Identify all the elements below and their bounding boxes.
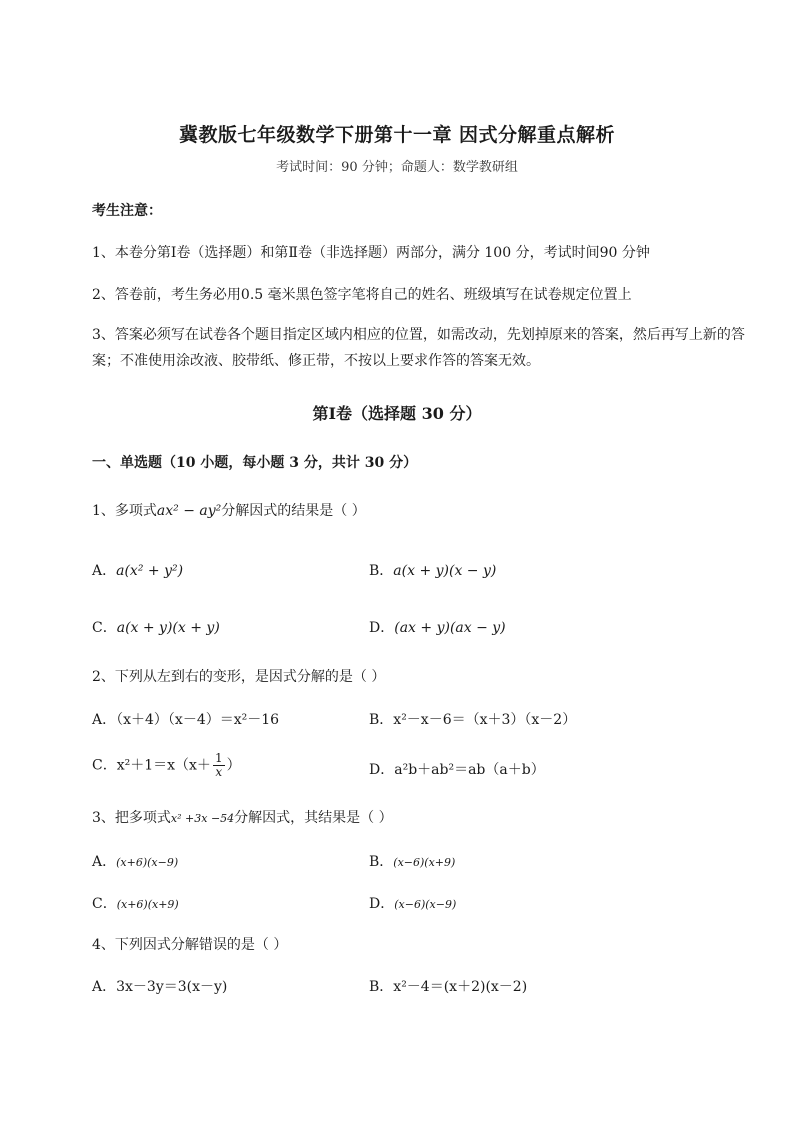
option-label: D．	[369, 896, 395, 912]
notice-item-3: 3、答案必须写在试卷各个题目指定区域内相应的位置，如需改动，先划掉原来的答案，然后再写上新的答案；不准使用涂改液、胶带纸、修正带，不按以上要求作答的答案无效。	[92, 327, 745, 369]
fraction-numerator: 1	[214, 751, 223, 765]
option-label: A．	[92, 563, 117, 579]
section-title: 第Ⅰ卷（选择题 30 分）	[312, 404, 482, 423]
option-text: a(x + y)(x − y)	[393, 563, 497, 579]
q4-option-b[interactable]	[369, 976, 527, 996]
q2-option-c[interactable]	[92, 752, 241, 779]
option-text-end: ）	[226, 757, 241, 774]
option-label: B．	[369, 854, 394, 870]
q4-option-a[interactable]	[92, 976, 227, 996]
option-text: (x+6)(x−9)	[116, 856, 179, 869]
notice-item-2: 2、答卷前，考生务必用0.5 毫米黑色签字笔将自己的姓名、班级填写在试卷规定位置上	[92, 287, 632, 303]
q3-option-b[interactable]	[369, 851, 455, 871]
q3-expression: x² +3x −54	[170, 812, 235, 825]
notice-heading: 考生注意：	[92, 203, 162, 219]
option-text: 3x－3y＝3(x－y)	[116, 979, 228, 995]
q2-option-d[interactable]	[369, 759, 545, 779]
option-label: C．	[92, 896, 117, 912]
option-text: (x+6)(x+9)	[116, 898, 179, 911]
option-text: (ax + y)(ax − y)	[394, 620, 506, 636]
option-label: D．	[369, 762, 395, 778]
option-text: a²b＋ab²＝ab（a＋b）	[394, 762, 545, 778]
option-text: （x＋4）（x－4）＝x²－16	[116, 712, 280, 728]
fraction	[213, 752, 225, 779]
option-text: (x−6)(x+9)	[393, 856, 456, 869]
q1-prefix: 1、多项式	[92, 503, 157, 519]
q2-option-b[interactable]	[369, 709, 576, 729]
question-4-stem: 4、下列因式分解错误的是（ ）	[92, 937, 288, 953]
option-label: C．	[92, 620, 117, 636]
option-label: A．	[92, 854, 117, 870]
fraction-denominator: x	[215, 765, 223, 779]
option-text: x²－4＝(x＋2)(x－2)	[393, 979, 528, 995]
option-text: x²－x－6＝（x＋3）（x－2）	[393, 712, 577, 728]
option-label: B．	[369, 979, 394, 995]
notice-item-1: 1、本卷分第Ⅰ卷（选择题）和第Ⅱ卷（非选择题）两部分，满分 100 分，考试时间90 分钟	[92, 245, 650, 261]
q1-expression: ax² − ay²	[156, 503, 222, 519]
q1-option-d[interactable]	[369, 617, 506, 637]
exam-info: 考试时间：90 分钟；命题人：数学教研组	[276, 160, 518, 175]
option-text: x²＋1＝x（x＋	[116, 757, 211, 774]
q1-option-c[interactable]	[92, 617, 220, 637]
q3-option-a[interactable]	[92, 851, 178, 871]
option-label: A．	[92, 712, 117, 728]
page-title: 冀教版七年级数学下册第十一章 因式分解重点解析	[178, 124, 616, 146]
option-text: (x−6)(x−9)	[394, 898, 457, 911]
q2-option-a[interactable]	[92, 709, 279, 729]
option-label: D．	[369, 620, 395, 636]
q1-suffix: 分解因式的结果是（ ）	[221, 503, 366, 519]
q3-prefix: 3、把多项式	[92, 810, 171, 826]
q1-option-a[interactable]	[92, 560, 183, 580]
q1-option-b[interactable]	[369, 560, 496, 580]
option-text: a(x² + y²)	[116, 563, 184, 579]
q3-option-d[interactable]	[369, 893, 456, 913]
part-heading: 一、单选题（10 小题，每小题 3 分，共计 30 分）	[92, 455, 418, 471]
q3-suffix: 分解因式，其结果是（ ）	[234, 810, 393, 826]
option-text: a(x + y)(x + y)	[116, 620, 220, 636]
option-label: B．	[369, 712, 394, 728]
option-label: A．	[92, 979, 117, 995]
q3-option-c[interactable]	[92, 893, 179, 913]
question-1-stem	[92, 500, 366, 520]
question-3-stem	[92, 807, 393, 827]
option-label: C．	[92, 757, 117, 774]
question-2-stem: 2、下列从左到右的变形，是因式分解的是（ ）	[92, 669, 386, 685]
option-label: B．	[369, 563, 394, 579]
